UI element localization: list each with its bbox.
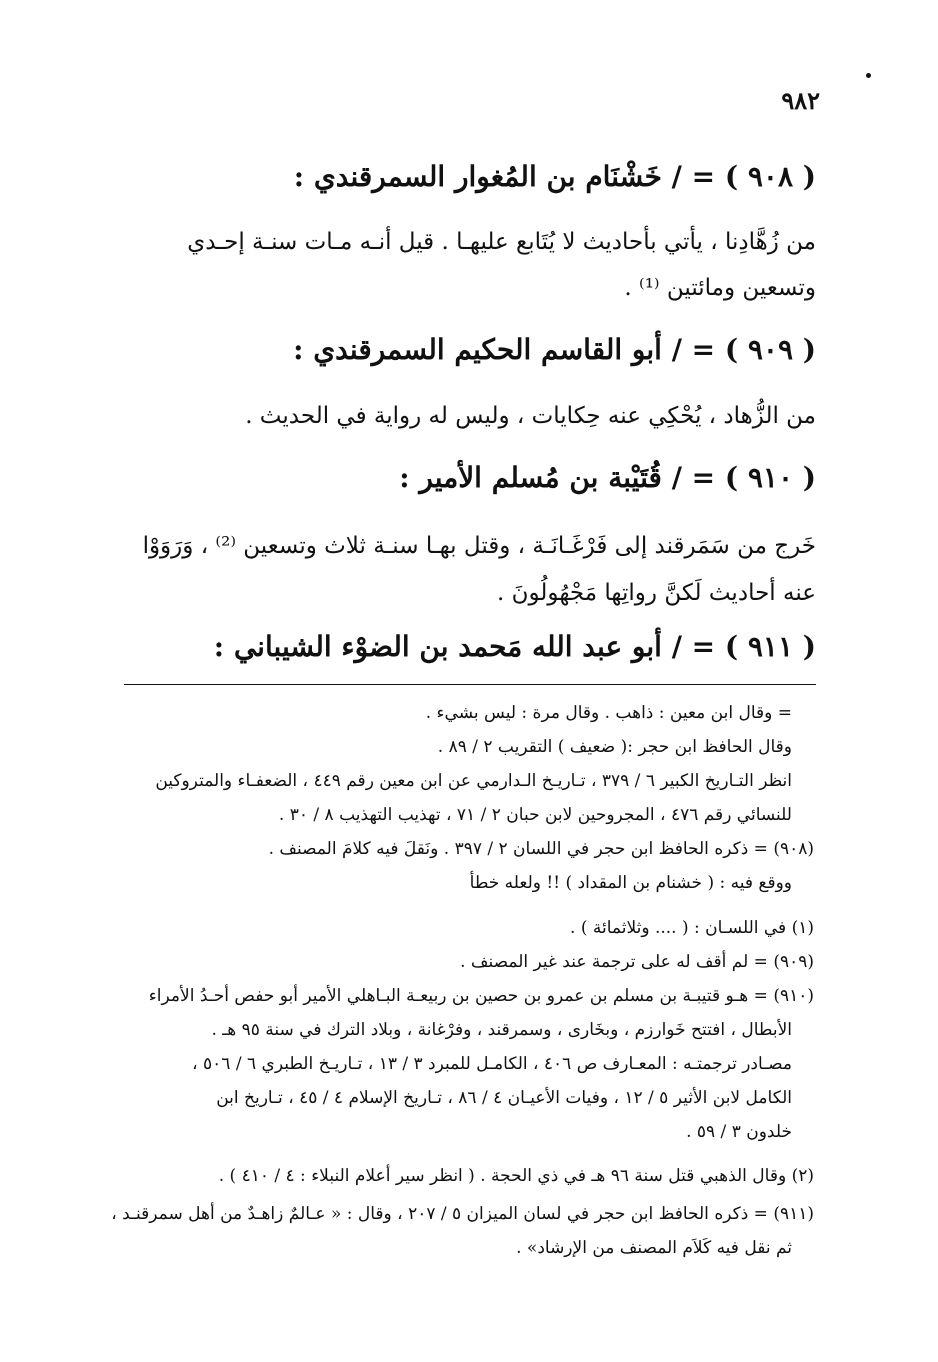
footnote-line: (١) في اللسـان : ( .... وثلاثمائة ) . xyxy=(570,918,814,938)
footnote-line: (٩٠٨) = ذكره الحافظ ابن حجر في اللسان ٢ / ٣٩٧ . ونَقلَ فيه كلامَ المصنف . xyxy=(268,839,814,859)
footnote-line: ثم نقل فيه كَلاَم المصنف من الإرشاد» . xyxy=(516,1238,792,1258)
footnote-line: للنسائي رقم ٤٧٦ ، المجروحين لابن حبان ٢ / ٧١ ، تهذيب التهذيب ٨ / ٣٠ . xyxy=(278,805,792,825)
footnote-line: ووقع فيه : ( خشنام بن المقداد ) !! ولعله خطأ xyxy=(469,873,792,893)
footnote-line: (٢) وقال الذهبي قتل سنة ٩٦ هـ في ذي الحجة . ( انظر سير أعلام النبلاء : ٤ / ٤١٠ ) . xyxy=(218,1166,814,1186)
entry-text-908-line-1: من زُهَّادِنا ، يأتي بأحاديث لا يُتَابع عليهـا . قيل أنـه مـات سنـة إحـدي xyxy=(187,229,816,255)
entry-heading-911: ( ٩١١ ) = / أبو عبد الله مَحمد بن الضوْء الشيباني : xyxy=(213,630,816,663)
entry-heading-910: ( ٩١٠ ) = / قُتَيْبة بن مُسلم الأمير : xyxy=(399,461,816,494)
footnote-line: انظر التـاريخ الكبير ٦ / ٣٧٩ ، تـاريـخ الـدارمي عن ابن معين رقم ٤٤٩ ، الضعفـاء والمتروكين xyxy=(155,771,792,791)
page-dot-mark xyxy=(866,73,871,78)
footnote-line: خلدون ٣ / ٥٩ . xyxy=(686,1122,792,1142)
footnote-line: الأبطال ، افتتح خَوارزم ، وبخَارى ، وسمرقند ، وفرْغانة ، وبلاد الترك في سنة ٩٥ هـ . xyxy=(211,1020,792,1040)
entry-text-910-line-2: عنه أحاديث لَكنَّ رواتِها مَجْهُولُونَ . xyxy=(497,580,816,606)
footnote-line: وقال الحافظ ابن حجر :( ضعيف ) التقريب ٢ / ٨٩ . xyxy=(437,737,792,757)
footnote-line: (٩١١) = ذكره الحافظ ابن حجر في لسان الميزان ٥ / ٢٠٧ ، وقال : « عـالمٌ زاهـدٌ من أهل سمرقنـد ، xyxy=(111,1204,814,1224)
footnote-separator xyxy=(124,684,816,685)
footnote-line: (٩٠٩) = لم أقف له على ترجمة عند غير المصنف . xyxy=(460,952,814,972)
entry-heading-908: ( ٩٠٨ ) = / خَشْنَام بن المُغوار السمرقندي : xyxy=(293,160,816,193)
footnote-line: الكامل لابن الأثير ٥ / ١٢ ، وفيات الأعيـان ٤ / ٨٦ ، تـاريخ الإسلام ٤ / ٤٥ ، تـاريخ ابن xyxy=(216,1088,792,1108)
entry-text-908-line-2: وتسعين ومائتين ⁽¹⁾ . xyxy=(624,275,816,301)
entry-text-909-line-1: من الزُّهاد ، يُحْكِي عنه حِكايات ، وليس له رواية في الحديث . xyxy=(245,403,816,429)
footnote-line: (٩١٠) = هـو قتيبـة بن مسلم بن عمرو بن حصين بن ربيعـة البـاهلي الأمير أبو حفص أحـدُ الأمراء xyxy=(148,986,814,1006)
footnote-line: = وقال ابن معين : ذاهب . وقال مرة : ليس بشيء . xyxy=(425,703,792,723)
entry-heading-909: ( ٩٠٩ ) = / أبو القاسم الحكيم السمرقندي : xyxy=(293,333,816,366)
page-number: ٩٨٢ xyxy=(781,86,820,115)
footnote-line: مصـادر ترجمتـه : المعـارف ص ٤٠٦ ، الكامـل للمبرد ٣ / ١٣ ، تـاريـخ الطبري ٦ / ٥٠٦ ، xyxy=(192,1054,792,1074)
entry-text-910-line-1: خَرج من سَمَرقند إلى فَرْغَـانَـة ، وقتل بهـا سنـة ثلاث وتسعين ⁽²⁾ ، وَرَوَوْا xyxy=(142,533,816,559)
